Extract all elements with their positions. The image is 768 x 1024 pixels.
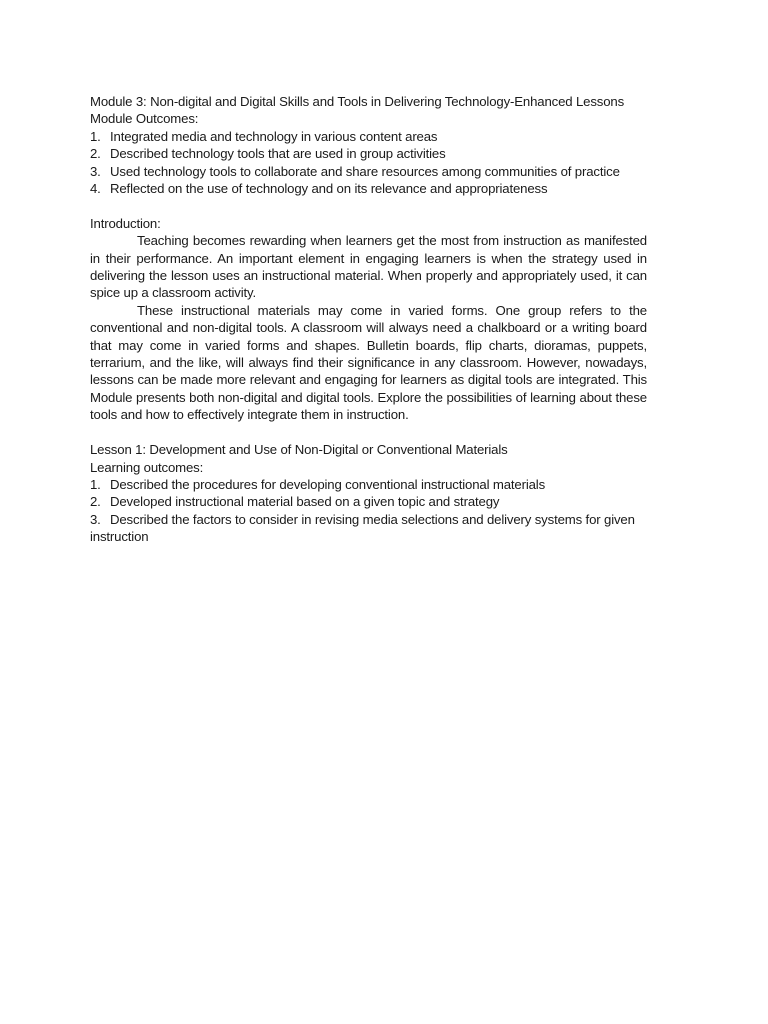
list-item (90, 163, 647, 180)
list-text: Described technology tools that are used in group activities (110, 146, 446, 162)
list-text: Integrated media and technology in various content areas (110, 128, 438, 144)
list-item (90, 511, 647, 528)
module-title: Module 3: Non-digital and Digital Skills and Tools in Delivering Technology-Enhanced Lessons (90, 94, 625, 109)
list-text: Described the factors to consider in revising media selections and delivery systems for given (110, 511, 635, 527)
list-item (90, 476, 647, 493)
list-number: 3. (90, 511, 101, 527)
list-text: Used technology tools to collaborate and share resources among communities of practice (110, 163, 620, 179)
list-number: 2. (90, 494, 101, 510)
document-body (90, 93, 647, 546)
list-item (90, 145, 647, 162)
lesson-outcomes-heading: Learning outcomes: (90, 459, 204, 475)
list-number: 3. (90, 163, 101, 179)
list-number: 1. (90, 476, 101, 492)
introduction-paragraph-1: Teaching becomes rewarding when learners get the most from instruction as manifested in their performance. An important element in engaging learners is when the strategy used in delivering the lesson uses an instructional material. When properly and appropriately used, it can spice up a classroom activity. (90, 233, 647, 301)
list-number: 4. (90, 181, 101, 197)
section-gap (90, 424, 647, 441)
list-number: 2. (90, 146, 101, 162)
module-outcomes-heading: Module Outcomes: (90, 111, 199, 127)
list-text: Described the procedures for developing conventional instructional materials (110, 476, 546, 492)
list-item (90, 128, 647, 145)
lesson-title: Lesson 1: Development and Use of Non-Digital or Conventional Materials (90, 442, 508, 458)
module-outcomes-list (90, 128, 647, 198)
lesson-outcomes-list (90, 476, 647, 528)
introduction-paragraph-2: These instructional materials may come in varied forms. One group refers to the conventional and non-digital tools. A classroom will always need a chalkboard or a writing board that may come in varied forms and shapes. Bulletin boards, flip charts, dioramas, puppets, terrarium, and the like, will always find their significance in any classroom. However, nowadays, lessons can be made more relevant and engaging for learners as digital tools are integrated. This Module presents both non-digital and digital tools. Explore the possibilities of learning about these tools and how to effectively integrate them in instruction. (90, 302, 647, 423)
list-number: 1. (90, 128, 101, 144)
list-item (90, 180, 647, 197)
introduction-heading: Introduction: (90, 215, 161, 231)
lesson-outcome-continuation: instruction (90, 529, 149, 545)
list-item (90, 493, 647, 510)
list-text: Reflected on the use of technology and on its relevance and appropriateness (110, 181, 548, 197)
section-gap (90, 197, 647, 214)
list-text: Developed instructional material based on a given topic and strategy (110, 494, 500, 510)
